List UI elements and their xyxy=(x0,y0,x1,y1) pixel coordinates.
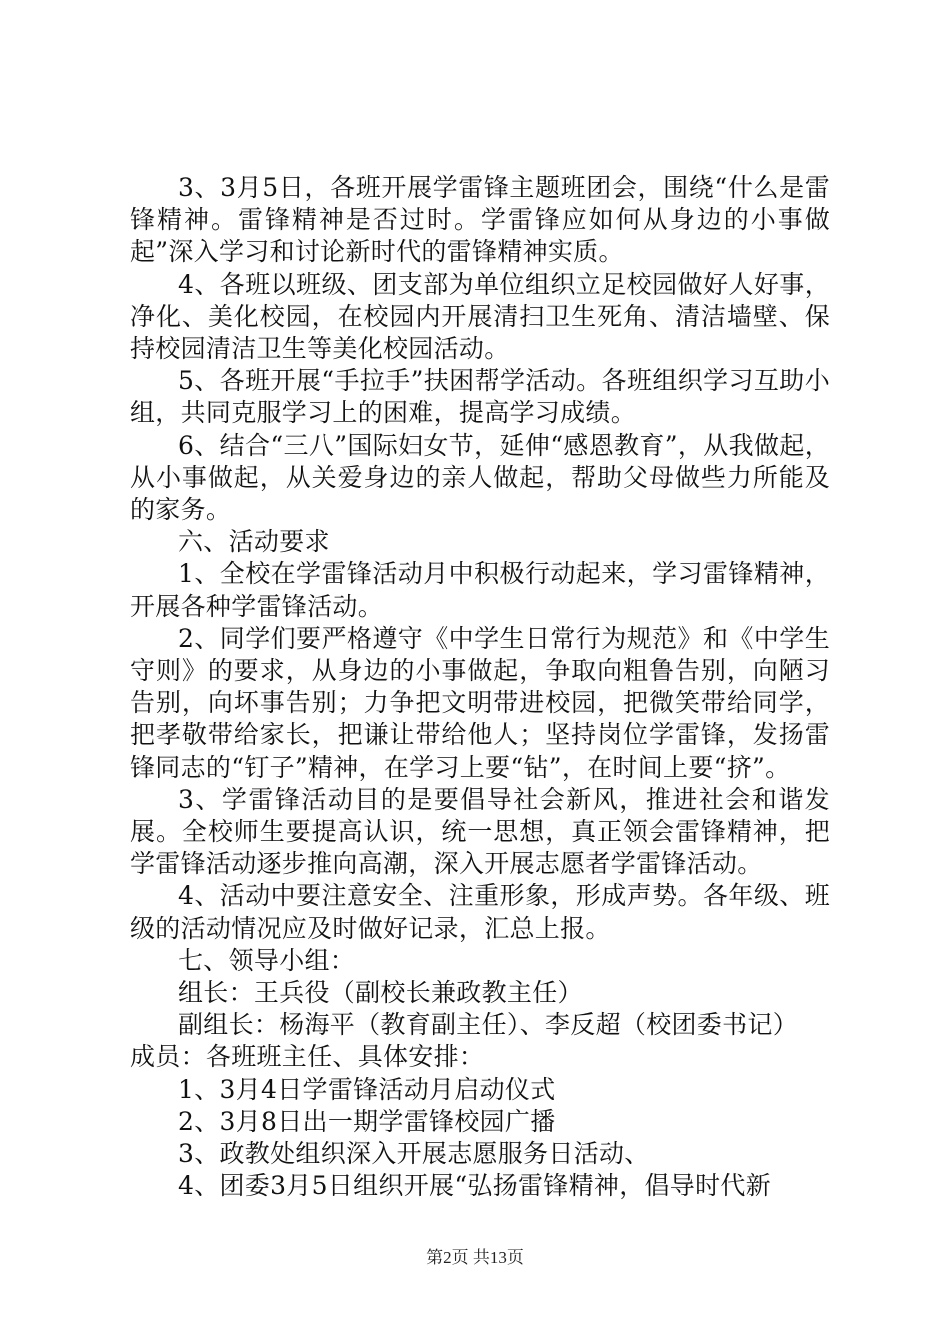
deputy-leader-line: 副组长：杨海平（教育副主任）、李反超（校团委书记） xyxy=(178,1010,799,1040)
schedule-item-2: 2、3月8日出一期学雷锋校园广播 xyxy=(178,1106,556,1136)
schedule-item-4: 4、团委3月5日组织开展“弘扬雷锋精神，倡导时代新 xyxy=(178,1171,771,1201)
requirement-item-3: 3、学雷锋活动目的是要倡导社会新风，推进社会和谐发展。全校师生要提高认识，统一思想，真正领会雷锋精神，把学雷锋活动逐步推向高潮，深入开展志愿者学雷锋活动。 xyxy=(130,784,830,879)
document-body xyxy=(130,172,830,1203)
leader-line: 组长：王兵役（副校长兼政教主任） xyxy=(178,978,583,1008)
page-number-footer: 第2页 共13页 xyxy=(426,1248,524,1267)
schedule-item-3: 3、政教处组织深入开展志愿服务日活动、 xyxy=(178,1139,650,1169)
section-heading-requirements: 六、活动要求 xyxy=(178,527,330,557)
paragraph-item-5: 5、各班开展“手拉手”扶困帮学活动。各班组织学习互助小组，共同克服学习上的困难，提高学习成绩。 xyxy=(130,366,830,428)
requirement-item-2: 2、同学们要严格遵守《中学生日常行为规范》和《中学生守则》的要求，从身边的小事做起，争取向粗鲁告别，向陋习告别，向坏事告别；力争把文明带进校园，把微笑带给同学，把孝敬带给家长，把谦让带给他人；坚持岗位学雷锋，发扬雷锋同志的“钉子”精神，在学习上要“钻”，在时间上要“挤”。 xyxy=(130,623,830,782)
section-heading-leadership: 七、领导小组： xyxy=(178,945,356,975)
members-line: 成员：各班班主任、具体安排： xyxy=(130,1042,485,1072)
schedule-item-1: 1、3月4日学雷锋活动月启动仪式 xyxy=(178,1074,556,1104)
requirement-item-1: 1、全校在学雷锋活动月中积极行动起来，学习雷锋精神，开展各种学雷锋活动。 xyxy=(130,559,830,621)
requirement-item-4: 4、活动中要注意安全、注重形象，形成声势。各年级、班级的活动情况应及时做好记录，汇总上报。 xyxy=(130,881,830,943)
paragraph-item-4: 4、各班以班级、团支部为单位组织立足校园做好人好事，净化、美化校园，在校园内开展清扫卫生死角、清洁墙壁、保持校园清洁卫生等美化校园活动。 xyxy=(130,269,830,364)
paragraph-item-6: 6、结合“三八”国际妇女节，延伸“感恩教育”，从我做起，从小事做起，从关爱身边的亲人做起，帮助父母做些力所能及的家务。 xyxy=(130,430,830,525)
paragraph-item-3: 3、3月5日，各班开展学雷锋主题班团会，围绕“什么是雷锋精神。雷锋精神是否过时。学雷锋应如何从身边的小事做起”深入学习和讨论新时代的雷锋精神实质。 xyxy=(130,173,830,267)
